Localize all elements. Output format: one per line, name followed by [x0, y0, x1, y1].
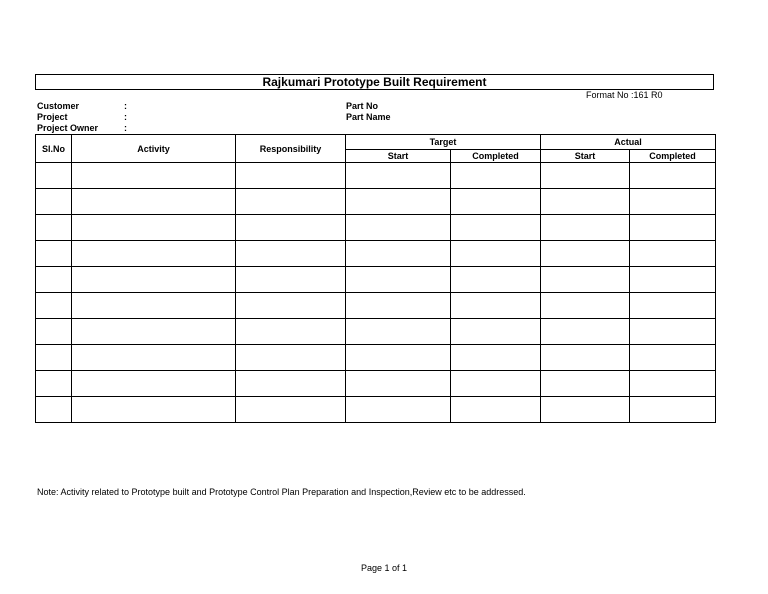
meta-project-colon: : — [124, 112, 127, 122]
table-cell — [541, 267, 630, 293]
table-cell — [236, 371, 346, 397]
table-cell — [346, 215, 451, 241]
table-row — [36, 319, 716, 345]
table-cell — [630, 241, 716, 267]
table-cell — [346, 319, 451, 345]
table-cell — [630, 215, 716, 241]
table-cell — [236, 345, 346, 371]
table-cell — [630, 319, 716, 345]
meta-part-no: Part No — [346, 101, 379, 111]
table-cell — [346, 241, 451, 267]
table-cell — [236, 319, 346, 345]
table-cell — [36, 241, 72, 267]
meta-project-label: Project — [37, 112, 68, 122]
page-number: Page 1 of 1 — [360, 563, 408, 573]
table-cell — [541, 371, 630, 397]
table-cell — [72, 267, 236, 293]
table-cell — [36, 345, 72, 371]
table-cell — [630, 371, 716, 397]
table-row — [36, 397, 716, 423]
table-cell — [630, 345, 716, 371]
table-cell — [451, 215, 541, 241]
table-cell — [36, 293, 72, 319]
table-row — [36, 345, 716, 371]
table-cell — [236, 163, 346, 189]
table-cell — [451, 371, 541, 397]
table-cell — [451, 293, 541, 319]
table-cell — [236, 293, 346, 319]
table-cell — [346, 371, 451, 397]
table-cell — [346, 345, 451, 371]
table-cell — [541, 319, 630, 345]
table-row — [36, 241, 716, 267]
table-cell — [541, 189, 630, 215]
header-target-completed: Completed — [451, 150, 541, 163]
table-cell — [72, 371, 236, 397]
table-cell — [346, 163, 451, 189]
table-cell — [72, 397, 236, 423]
table-cell — [346, 267, 451, 293]
header-actual-start: Start — [541, 150, 630, 163]
format-number: Format No :161 R0 — [586, 90, 663, 100]
table-cell — [630, 163, 716, 189]
table-cell — [541, 345, 630, 371]
table-cell — [36, 189, 72, 215]
meta-project-owner-label: Project Owner — [37, 123, 99, 133]
table-cell — [236, 241, 346, 267]
table-cell — [451, 397, 541, 423]
table-cell — [36, 215, 72, 241]
header-actual-completed: Completed — [630, 150, 716, 163]
table-cell — [36, 371, 72, 397]
table-cell — [346, 293, 451, 319]
table-cell — [72, 215, 236, 241]
table-cell — [451, 319, 541, 345]
table-cell — [236, 397, 346, 423]
document-title: Rajkumari Prototype Built Requirement — [35, 74, 714, 90]
table-cell — [346, 397, 451, 423]
table-row — [36, 267, 716, 293]
table-row — [36, 163, 716, 189]
meta-customer-colon: : — [124, 101, 127, 111]
table-cell — [36, 267, 72, 293]
meta-project-owner-colon: : — [124, 123, 127, 133]
table-cell — [630, 267, 716, 293]
table-cell — [630, 397, 716, 423]
table-cell — [72, 345, 236, 371]
table-cell — [236, 189, 346, 215]
table-cell — [630, 293, 716, 319]
table-cell — [541, 215, 630, 241]
table-cell — [72, 189, 236, 215]
table-cell — [451, 189, 541, 215]
header-sl-no: Sl.No — [36, 135, 72, 163]
table-cell — [451, 241, 541, 267]
table-cell — [72, 293, 236, 319]
table-cell — [451, 345, 541, 371]
table-row — [36, 189, 716, 215]
table-row — [36, 293, 716, 319]
footnote: Note: Activity related to Prototype built and Prototype Control Plan Preparation and Inspection,Review etc to be addressed. — [37, 487, 526, 497]
table-cell — [541, 397, 630, 423]
table-cell — [236, 267, 346, 293]
header-actual: Actual — [541, 135, 716, 150]
table-cell — [541, 241, 630, 267]
meta-customer-label: Customer — [37, 101, 80, 111]
table-cell — [72, 241, 236, 267]
header-target: Target — [346, 135, 541, 150]
table-cell — [72, 163, 236, 189]
table-cell — [630, 189, 716, 215]
table-row — [36, 215, 716, 241]
table-cell — [346, 189, 451, 215]
table-cell — [451, 267, 541, 293]
table-cell — [36, 397, 72, 423]
meta-part-name: Part Name — [346, 112, 391, 122]
table-cell — [36, 163, 72, 189]
header-responsibility: Responsibility — [236, 135, 346, 163]
header-activity: Activity — [72, 135, 236, 163]
header-target-start: Start — [346, 150, 451, 163]
table-row — [36, 371, 716, 397]
table-body — [36, 163, 716, 423]
table-cell — [72, 319, 236, 345]
table-cell — [451, 163, 541, 189]
requirements-table — [35, 134, 716, 423]
table-cell — [541, 293, 630, 319]
table-cell — [541, 163, 630, 189]
table-cell — [36, 319, 72, 345]
table-cell — [236, 215, 346, 241]
